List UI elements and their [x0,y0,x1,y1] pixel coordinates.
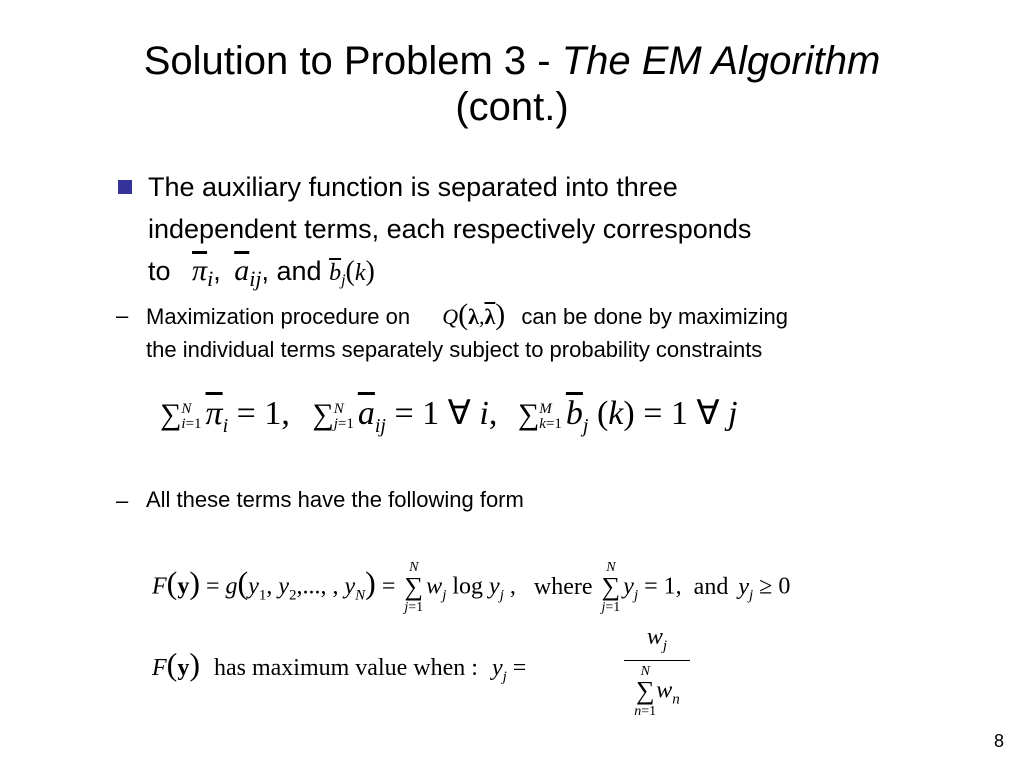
page-number: 8 [993,731,1004,751]
dash-icon: – [116,488,129,513]
pi-bar-symbol: $\overline{\pi}_i$ [192,254,214,291]
bullet-line-3-prefix: to [148,256,171,286]
sub1-suffix: can be done by maximizing [521,304,788,329]
and-text-eq: and [693,573,729,600]
fraction-bar [624,660,690,661]
bullet-line-3 [148,256,375,296]
fraction-numerator: $w_j$ [646,624,668,654]
and-text: and [276,256,322,286]
sub2-line: All these terms have the following form [146,487,524,512]
title-cont: (cont.) [455,85,569,129]
title-italic: The EM Algorithm [561,39,881,83]
fraction-denominator: N ∑ $n=1w_n$ [634,664,680,719]
function-form-equation: $F(y) = g(y_1$, $y_2$,..., , $y_N) = N$ ∑ $j=1w_j$ $\log y_j$ , where N ∑ $j=1y_j = 1$, and $y_j \ge 0$ [152,560,791,615]
b-bar-symbol: $\overline{b}_j(k)$ [329,256,375,289]
sub1-prefix: Maximization procedure on [146,304,411,329]
bullet-line-1: The auxiliary function is separated into three [148,172,678,202]
slide-title [0,38,1024,130]
sub1-line-1 [146,298,788,331]
a-bar-symbol: $\overline{a}_{ij}$ [234,254,262,291]
where-text: where [533,573,593,600]
sep-2: , [261,256,269,286]
dash-icon: – [116,303,129,328]
q-lambda-symbol: $Q(\lambda,\overline{\lambda})$ [442,298,506,331]
title-plain: Solution to Problem 3 - [143,39,562,83]
bullet-line-2: independent terms, each respectively corresponds [148,214,752,244]
bullet-square-icon [118,180,132,194]
max-value-text: has maximum value when : [213,655,478,681]
sep-1: , [213,256,221,286]
constraint-equation: ∑N i=1 $\overline{\pi}_i = 1$, ∑N j=1 $\overline{a}_{ij} = 1$ ∀ i, ∑M k=1 $\overline{b}_j$ (k) = 1 ∀ j [160,395,738,437]
slide: Solution to Problem 3 - The EM Algorithm (cont.) The auxiliary function is separated into three independent terms, each respectively corresponds to $\overline{\pi}_i$, $\overline{a}_{ij}$, and $\overline{b}_j(k)$ – Maximization procedure on $Q(\lambda,\overline{\lambda})$ can be done by maximizing the individual terms separately subject to probability constraints ∑N i=1 $\overline{\pi}_i = 1$, ∑N j=1 $\overline{a}_{ij} = 1$ ∀ i, ∑M k=1 $\overline{b}_j$ (k) = 1 ∀ j – All these terms have the following form $F(y) = g(y_1$, $y_2$,..., , $y_N) = N$ ∑ $j=1w_j$ $\log y_j$ , where N ∑ $j=1y_j = 1$, and $y_j \ge 0$ F(y) has maximum value when : $y_j$ = $w_j$ N ∑ $n=1w_n$ 8 [0,0,1024,768]
sub1-line-2: the individual terms separately subject to probability constraints [146,337,763,362]
